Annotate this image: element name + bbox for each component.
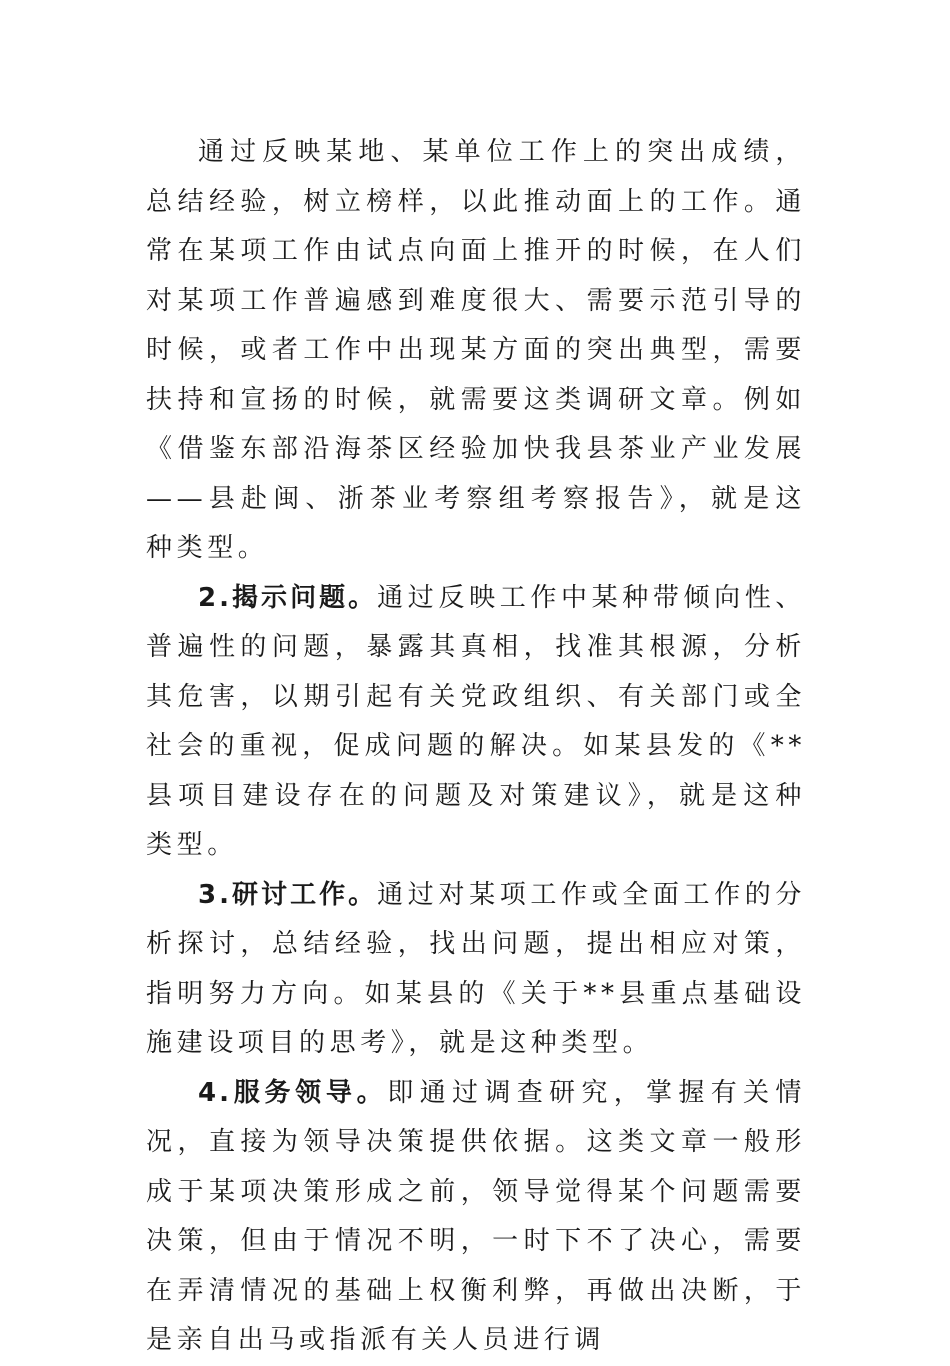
paragraph-2-text: 通过反映工作中某种带倾向性、普遍性的问题，暴露其真相，找准其根源，分析其危害，以期引起有关党政组织、有关部门或全社会的重视，促成问题的解决。如某县发的《**县项目建设存在的问题及对策建议》，就是这种类型。: [146, 582, 806, 860]
paragraph-4: [146, 1069, 806, 1366]
paragraph-1-text: 通过反映某地、某单位工作上的突出成绩，总结经验，树立榜样，以此推动面上的工作。通常在某项工作由试点向面上推开的时候，在人们对某项工作普遍感到难度很大、需要示范引导的时候，或者工作中出现某方面的突出典型，需要扶持和宣扬的时候，就需要这类调研文章。例如《借鉴东部沿海茶区经验加快我县茶业产业发展——县赴闽、浙茶业考察组考察报告》，就是这种类型。: [146, 137, 806, 563]
paragraph-1: [146, 128, 806, 574]
paragraph-4-text: 即通过调查研究，掌握有关情况，直接为领导决策提供依据。这类文章一般形成于某项决策形成之前，领导觉得某个问题需要决策，但由于情况不明，一时下不了决心，需要在弄清情况的基础上权衡利弊，再做出决断，于是亲自出马或指派有关人员进行调: [146, 1077, 806, 1355]
document-body: [146, 128, 806, 1366]
paragraph-4-heading: 4.服务领导。: [198, 1077, 388, 1108]
paragraph-2-heading: 2.揭示问题。: [198, 582, 378, 613]
paragraph-3-heading: 3.研讨工作。: [198, 879, 378, 910]
paragraph-3: [146, 871, 806, 1069]
paragraph-3-text: 通过对某项工作或全面工作的分析探讨，总结经验，找出问题，提出相应对策，指明努力方向。如某县的《关于**县重点基础设施建设项目的思考》，就是这种类型。: [146, 879, 806, 1058]
paragraph-2: [146, 574, 806, 871]
